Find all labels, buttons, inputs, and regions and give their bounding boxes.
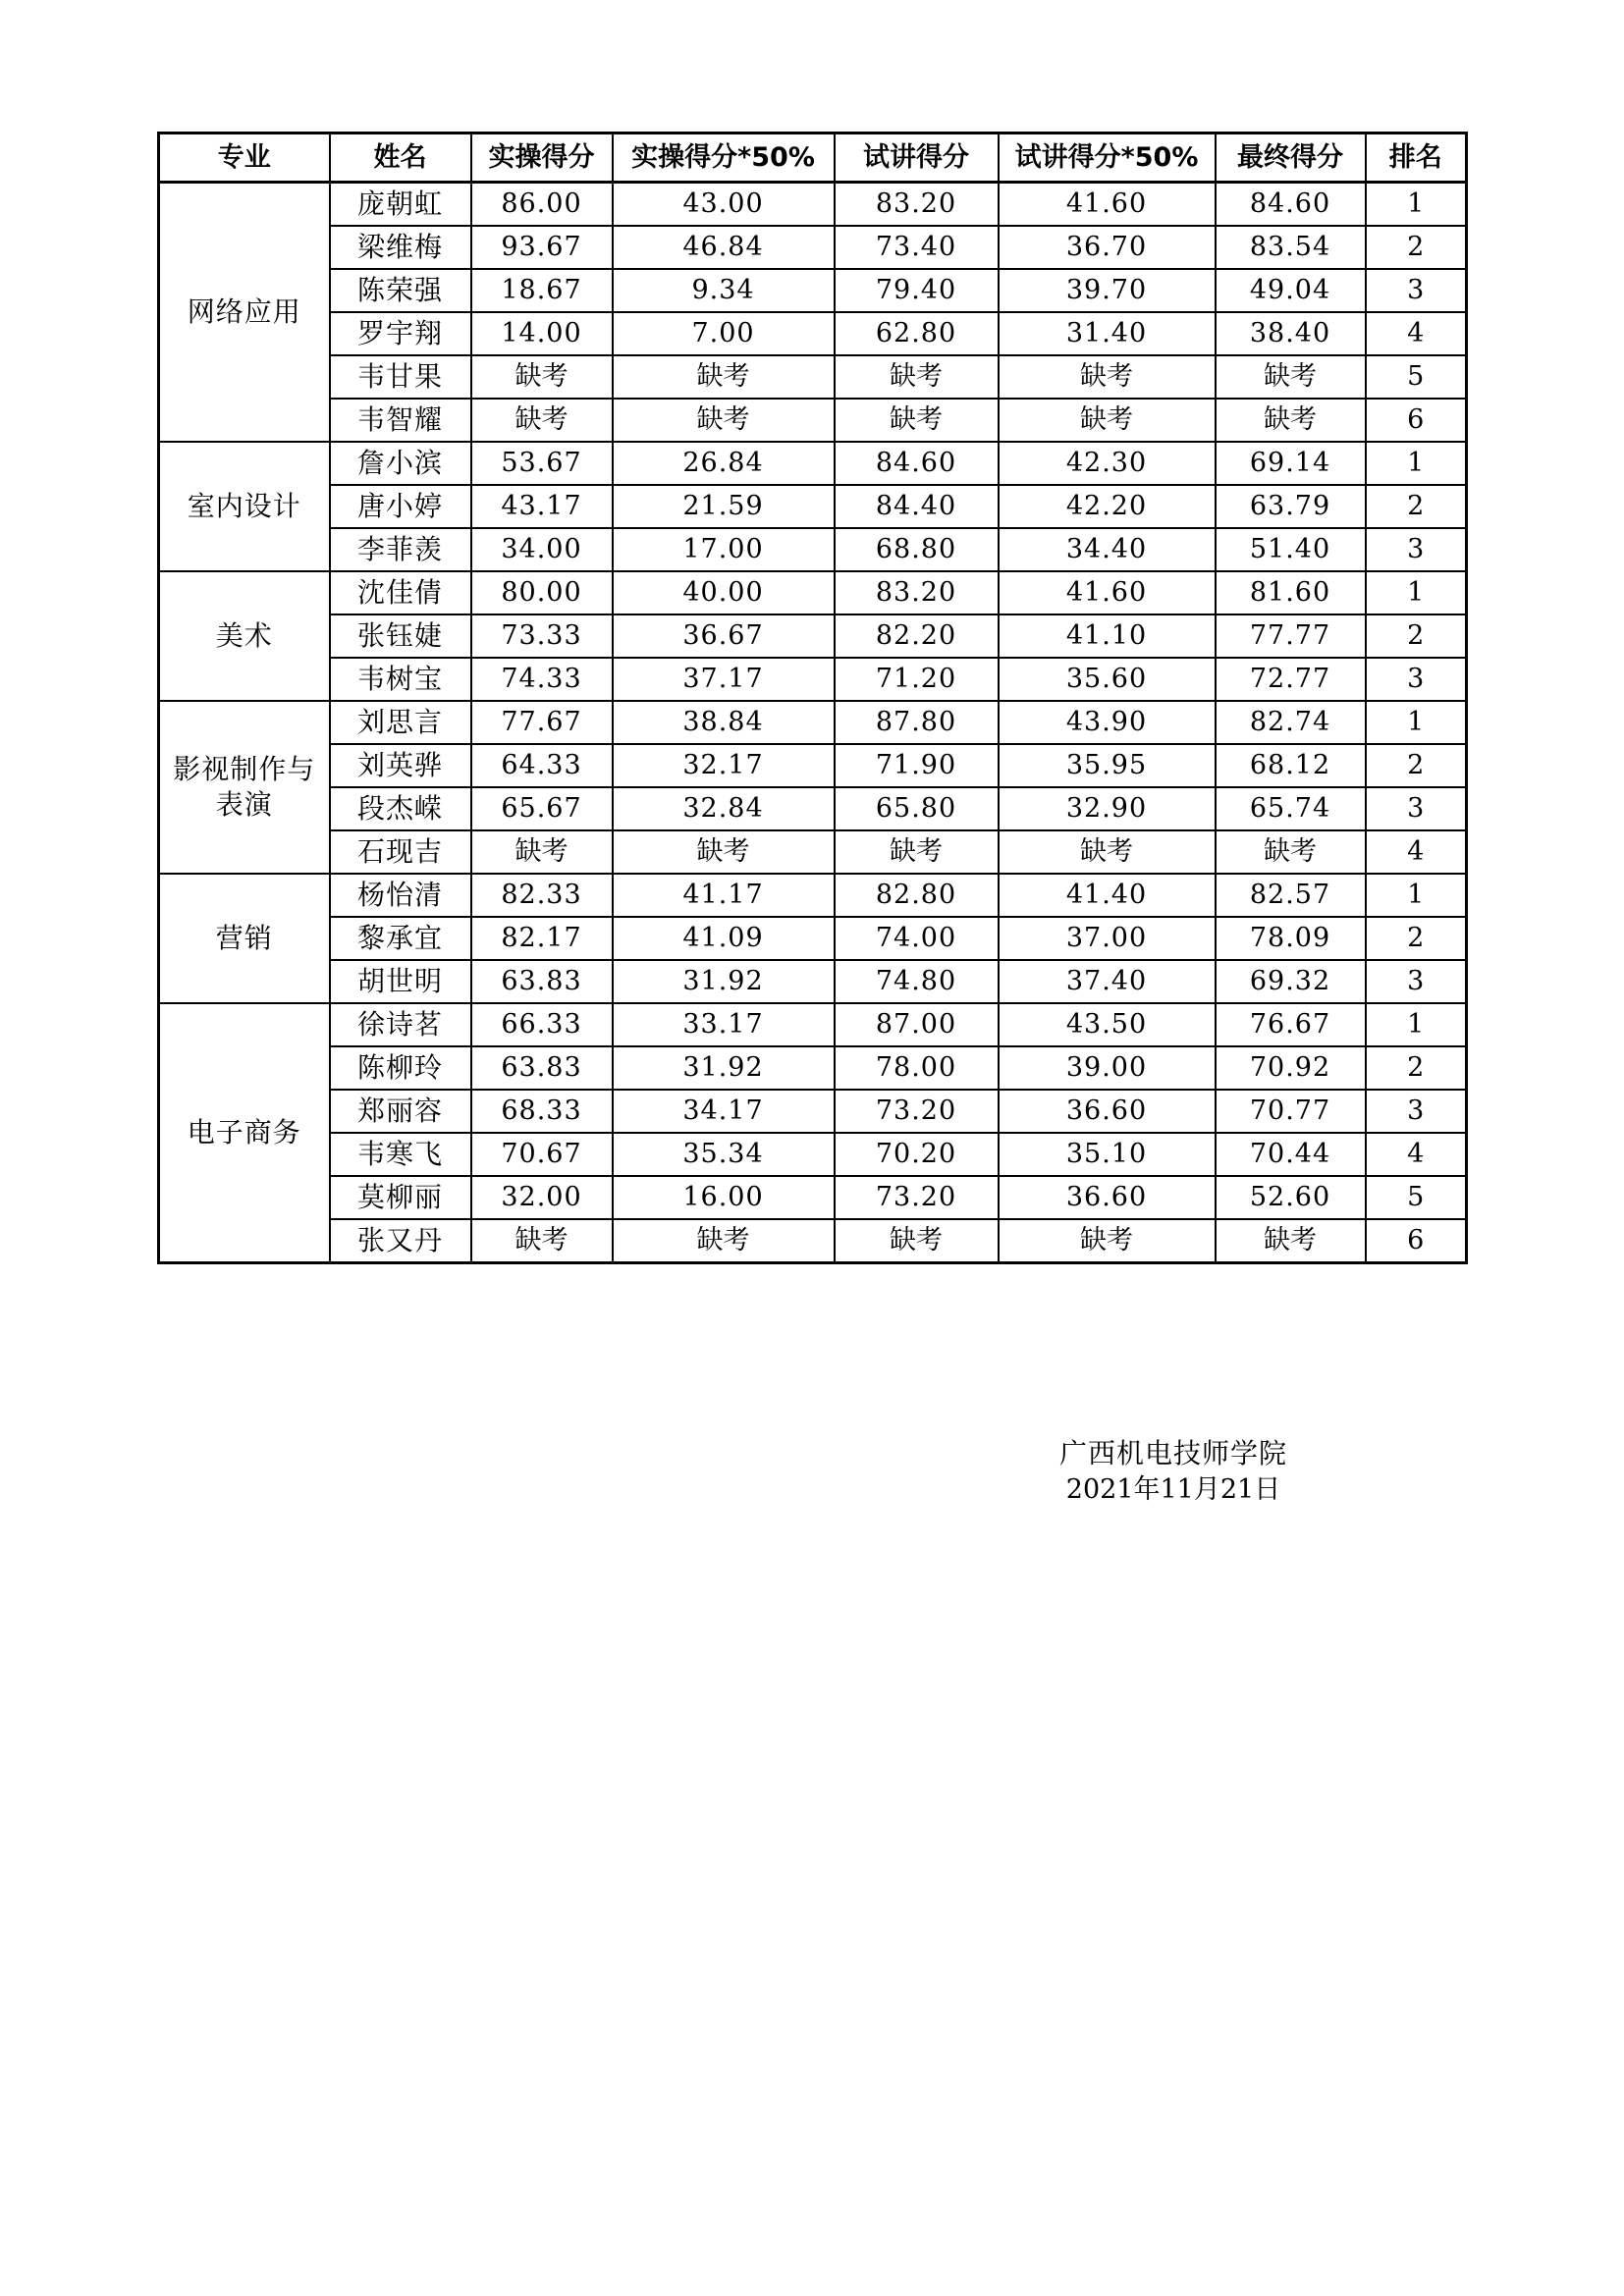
practical-half-cell: 37.17 [613,658,835,701]
major-cell: 电子商务 [159,1003,330,1263]
final-score-cell: 83.54 [1216,226,1366,269]
final-score-cell: 77.77 [1216,614,1366,658]
lecture-score-cell: 87.00 [835,1003,999,1046]
lecture-score-cell: 缺考 [835,355,999,399]
rank-cell: 3 [1366,787,1467,830]
practical-half-cell: 26.84 [613,442,835,485]
score-table [157,132,1468,1264]
rank-cell: 3 [1366,528,1467,571]
table-row [159,485,1467,528]
rank-cell: 2 [1366,614,1467,658]
table-row [159,917,1467,960]
rank-cell: 5 [1366,1176,1467,1219]
lecture-half-cell: 缺考 [999,399,1216,442]
header-name: 姓名 [330,133,471,183]
table-row [159,399,1467,442]
practical-half-cell: 38.84 [613,701,835,744]
lecture-half-cell: 缺考 [999,355,1216,399]
name-cell: 段杰嵘 [330,787,471,830]
name-cell: 韦树宝 [330,658,471,701]
practical-score-cell: 77.67 [471,701,613,744]
final-score-cell: 缺考 [1216,355,1366,399]
lecture-score-cell: 83.20 [835,183,999,227]
lecture-half-cell: 41.40 [999,874,1216,917]
name-cell: 沈佳倩 [330,571,471,614]
lecture-score-cell: 82.20 [835,614,999,658]
final-score-cell: 38.40 [1216,312,1366,355]
practical-score-cell: 缺考 [471,399,613,442]
practical-score-cell: 73.33 [471,614,613,658]
rank-cell: 4 [1366,1133,1467,1176]
name-cell: 詹小滨 [330,442,471,485]
rank-cell: 1 [1366,183,1467,227]
final-score-cell: 缺考 [1216,1219,1366,1263]
table-row [159,355,1467,399]
major-cell: 美术 [159,571,330,701]
name-cell: 唐小婷 [330,485,471,528]
practical-score-cell: 18.67 [471,269,613,312]
name-cell: 黎承宜 [330,917,471,960]
practical-half-cell: 41.09 [613,917,835,960]
practical-score-cell: 80.00 [471,571,613,614]
table-row [159,226,1467,269]
practical-half-cell: 9.34 [613,269,835,312]
lecture-half-cell: 36.70 [999,226,1216,269]
lecture-score-cell: 87.80 [835,701,999,744]
lecture-half-cell: 42.30 [999,442,1216,485]
lecture-score-cell: 71.20 [835,658,999,701]
name-cell: 郑丽容 [330,1090,471,1133]
lecture-score-cell: 74.80 [835,960,999,1003]
table-row [159,442,1467,485]
header-major: 专业 [159,133,330,183]
table-row [159,744,1467,787]
practical-score-cell: 82.33 [471,874,613,917]
name-cell: 莫柳丽 [330,1176,471,1219]
name-cell: 刘英骅 [330,744,471,787]
rank-cell: 3 [1366,1090,1467,1133]
practical-score-cell: 14.00 [471,312,613,355]
lecture-score-cell: 62.80 [835,312,999,355]
rank-cell: 6 [1366,399,1467,442]
rank-cell: 2 [1366,485,1467,528]
issue-date: 2021年11月21日 [1065,1474,1281,1505]
major-cell: 室内设计 [159,442,330,571]
header-final-score: 最终得分 [1216,133,1366,183]
table-row [159,269,1467,312]
lecture-score-cell: 73.40 [835,226,999,269]
final-score-cell: 缺考 [1216,399,1366,442]
practical-half-cell: 7.00 [613,312,835,355]
rank-cell: 1 [1366,701,1467,744]
name-cell: 刘思言 [330,701,471,744]
final-score-cell: 70.44 [1216,1133,1366,1176]
final-score-cell: 81.60 [1216,571,1366,614]
lecture-half-cell: 43.50 [999,1003,1216,1046]
name-cell: 胡世明 [330,960,471,1003]
name-cell: 张钰婕 [330,614,471,658]
final-score-cell: 70.92 [1216,1046,1366,1090]
practical-half-cell: 17.00 [613,528,835,571]
practical-score-cell: 82.17 [471,917,613,960]
table-row [159,571,1467,614]
lecture-half-cell: 37.00 [999,917,1216,960]
name-cell: 石现吉 [330,830,471,874]
rank-cell: 2 [1366,744,1467,787]
lecture-score-cell: 74.00 [835,917,999,960]
rank-cell: 4 [1366,830,1467,874]
lecture-score-cell: 73.20 [835,1090,999,1133]
rank-cell: 3 [1366,269,1467,312]
lecture-score-cell: 68.80 [835,528,999,571]
table-row [159,1090,1467,1133]
lecture-score-cell: 84.60 [835,442,999,485]
rank-cell: 6 [1366,1219,1467,1263]
lecture-score-cell: 73.20 [835,1176,999,1219]
lecture-half-cell: 41.60 [999,183,1216,227]
practical-score-cell: 86.00 [471,183,613,227]
practical-half-cell: 21.59 [613,485,835,528]
lecture-score-cell: 79.40 [835,269,999,312]
practical-half-cell: 32.84 [613,787,835,830]
name-cell: 陈荣强 [330,269,471,312]
lecture-half-cell: 41.60 [999,571,1216,614]
lecture-score-cell: 65.80 [835,787,999,830]
rank-cell: 3 [1366,658,1467,701]
practical-half-cell: 34.17 [613,1090,835,1133]
practical-score-cell: 63.83 [471,1046,613,1090]
practical-half-cell: 缺考 [613,399,835,442]
lecture-score-cell: 缺考 [835,399,999,442]
lecture-half-cell: 42.20 [999,485,1216,528]
practical-score-cell: 34.00 [471,528,613,571]
table-row [159,1219,1467,1263]
final-score-cell: 68.12 [1216,744,1366,787]
practical-half-cell: 46.84 [613,226,835,269]
practical-half-cell: 32.17 [613,744,835,787]
practical-score-cell: 93.67 [471,226,613,269]
practical-score-cell: 66.33 [471,1003,613,1046]
table-row [159,874,1467,917]
practical-half-cell: 33.17 [613,1003,835,1046]
practical-half-cell: 40.00 [613,571,835,614]
name-cell: 韦智耀 [330,399,471,442]
lecture-score-cell: 71.90 [835,744,999,787]
table-row [159,960,1467,1003]
final-score-cell: 缺考 [1216,830,1366,874]
major-cell: 影视制作与表演 [159,701,330,874]
table-body [159,183,1467,1263]
major-cell: 营销 [159,874,330,1003]
lecture-half-cell: 39.70 [999,269,1216,312]
final-score-cell: 52.60 [1216,1176,1366,1219]
practical-half-cell: 43.00 [613,183,835,227]
header-lecture-half: 试讲得分*50% [999,133,1216,183]
table-row [159,1133,1467,1176]
table-row [159,183,1467,227]
name-cell: 韦寒飞 [330,1133,471,1176]
rank-cell: 5 [1366,355,1467,399]
major-cell: 网络应用 [159,183,330,443]
final-score-cell: 82.74 [1216,701,1366,744]
practical-score-cell: 70.67 [471,1133,613,1176]
final-score-cell: 82.57 [1216,874,1366,917]
practical-score-cell: 32.00 [471,1176,613,1219]
table-row [159,528,1467,571]
lecture-half-cell: 39.00 [999,1046,1216,1090]
practical-half-cell: 31.92 [613,1046,835,1090]
name-cell: 罗宇翔 [330,312,471,355]
practical-score-cell: 63.83 [471,960,613,1003]
rank-cell: 2 [1366,226,1467,269]
rank-cell: 3 [1366,960,1467,1003]
practical-half-cell: 缺考 [613,355,835,399]
final-score-cell: 76.67 [1216,1003,1366,1046]
rank-cell: 4 [1366,312,1467,355]
practical-score-cell: 64.33 [471,744,613,787]
lecture-half-cell: 37.40 [999,960,1216,1003]
table-row [159,830,1467,874]
final-score-cell: 65.74 [1216,787,1366,830]
organization-name: 广西机电技师学院 [1058,1437,1287,1469]
practical-score-cell: 65.67 [471,787,613,830]
final-score-cell: 78.09 [1216,917,1366,960]
lecture-half-cell: 43.90 [999,701,1216,744]
lecture-half-cell: 32.90 [999,787,1216,830]
final-score-cell: 72.77 [1216,658,1366,701]
table-row [159,658,1467,701]
practical-half-cell: 16.00 [613,1176,835,1219]
header-practical-score: 实操得分 [471,133,613,183]
lecture-score-cell: 84.40 [835,485,999,528]
practical-score-cell: 43.17 [471,485,613,528]
header-lecture-score: 试讲得分 [835,133,999,183]
practical-score-cell: 53.67 [471,442,613,485]
table-row [159,1003,1467,1046]
header-practical-half: 实操得分*50% [613,133,835,183]
name-cell: 梁维梅 [330,226,471,269]
lecture-score-cell: 82.80 [835,874,999,917]
rank-cell: 2 [1366,917,1467,960]
lecture-half-cell: 缺考 [999,830,1216,874]
practical-score-cell: 缺考 [471,1219,613,1263]
table-row [159,701,1467,744]
lecture-half-cell: 35.10 [999,1133,1216,1176]
name-cell: 韦甘果 [330,355,471,399]
practical-half-cell: 36.67 [613,614,835,658]
lecture-score-cell: 缺考 [835,1219,999,1263]
final-score-cell: 84.60 [1216,183,1366,227]
lecture-half-cell: 31.40 [999,312,1216,355]
rank-cell: 1 [1366,874,1467,917]
header-row [159,133,1467,183]
final-score-cell: 63.79 [1216,485,1366,528]
header-rank: 排名 [1366,133,1467,183]
practical-half-cell: 缺考 [613,1219,835,1263]
practical-half-cell: 31.92 [613,960,835,1003]
lecture-score-cell: 83.20 [835,571,999,614]
table-row [159,614,1467,658]
rank-cell: 1 [1366,442,1467,485]
practical-score-cell: 缺考 [471,355,613,399]
footer [1026,1435,1321,1508]
lecture-half-cell: 35.60 [999,658,1216,701]
final-score-cell: 49.04 [1216,269,1366,312]
rank-cell: 1 [1366,1003,1467,1046]
table-row [159,1046,1467,1090]
practical-half-cell: 缺考 [613,830,835,874]
lecture-half-cell: 35.95 [999,744,1216,787]
final-score-cell: 69.32 [1216,960,1366,1003]
table-row [159,787,1467,830]
lecture-half-cell: 36.60 [999,1176,1216,1219]
practical-score-cell: 缺考 [471,830,613,874]
final-score-cell: 51.40 [1216,528,1366,571]
practical-score-cell: 74.33 [471,658,613,701]
lecture-score-cell: 70.20 [835,1133,999,1176]
final-score-cell: 70.77 [1216,1090,1366,1133]
rank-cell: 2 [1366,1046,1467,1090]
lecture-half-cell: 41.10 [999,614,1216,658]
table-row [159,1176,1467,1219]
name-cell: 李菲羡 [330,528,471,571]
lecture-half-cell: 缺考 [999,1219,1216,1263]
name-cell: 庞朝虹 [330,183,471,227]
practical-score-cell: 68.33 [471,1090,613,1133]
lecture-score-cell: 缺考 [835,830,999,874]
name-cell: 张又丹 [330,1219,471,1263]
final-score-cell: 69.14 [1216,442,1366,485]
practical-half-cell: 41.17 [613,874,835,917]
practical-half-cell: 35.34 [613,1133,835,1176]
name-cell: 徐诗茗 [330,1003,471,1046]
lecture-half-cell: 34.40 [999,528,1216,571]
lecture-score-cell: 78.00 [835,1046,999,1090]
name-cell: 杨怡清 [330,874,471,917]
rank-cell: 1 [1366,571,1467,614]
table-row [159,312,1467,355]
name-cell: 陈柳玲 [330,1046,471,1090]
lecture-half-cell: 36.60 [999,1090,1216,1133]
